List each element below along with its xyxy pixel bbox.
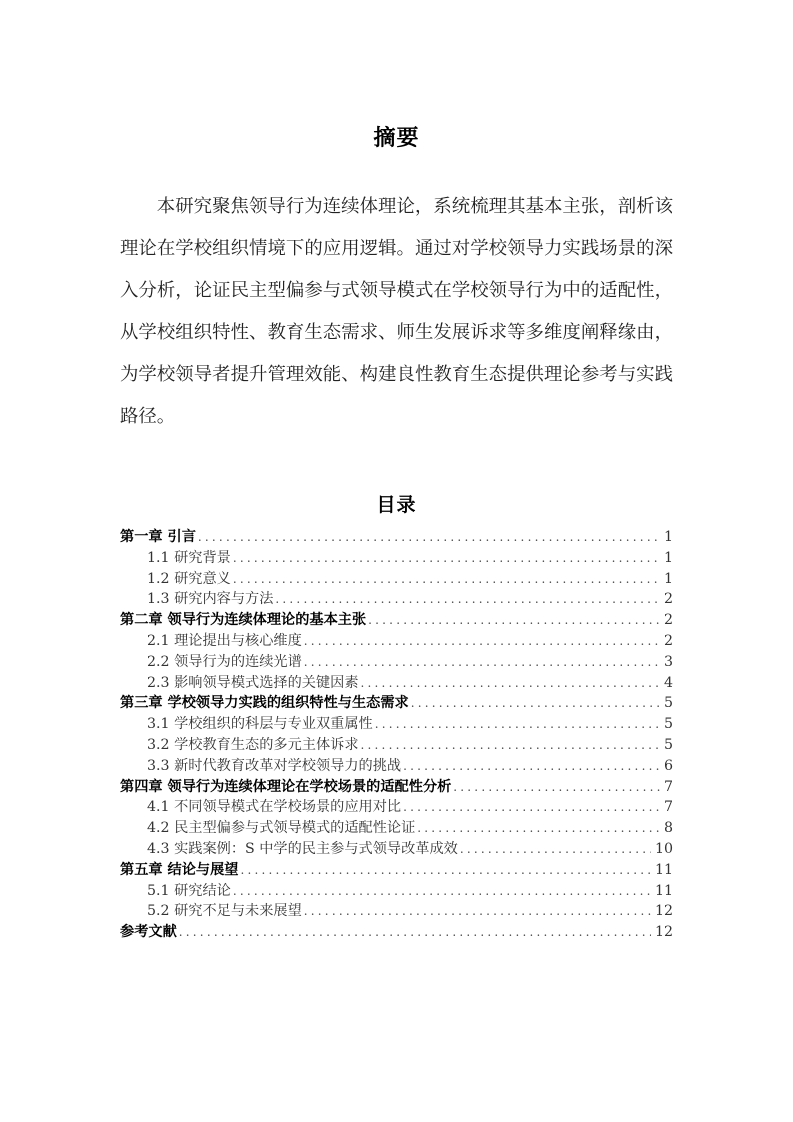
toc-leader-dots: [453, 777, 660, 798]
toc-title: 目录: [376, 494, 417, 516]
toc-entry-label: 第二章 领导行为连续体理论的基本主张: [120, 612, 367, 629]
toc-leader-dots: [304, 901, 651, 922]
toc-entry-section-3-2[interactable]: [120, 735, 673, 756]
toc-page-number: 12: [654, 903, 673, 920]
toc-page-number: 5: [663, 716, 673, 733]
toc-entry-label: 1.2 研究意义: [147, 570, 231, 587]
toc-entry-section-1-1[interactable]: [120, 548, 673, 569]
toc-entry-label: 3.2 学校教育生态的多元主体诉求: [147, 736, 359, 753]
toc-entry-label: 参考文献: [120, 924, 177, 941]
toc-page-number: 11: [654, 882, 673, 899]
toc-leader-dots: [368, 610, 660, 631]
toc-entry-chapter-1[interactable]: [120, 527, 673, 548]
toc-entry-label: 5.2 研究不足与未来展望: [147, 903, 302, 920]
toc-page-number: 11: [654, 861, 673, 878]
abstract-title: 摘要: [373, 126, 420, 151]
toc-entry-section-1-2[interactable]: [120, 569, 673, 590]
toc-page-number: 1: [663, 549, 673, 566]
toc-entry-section-4-2[interactable]: [120, 818, 673, 839]
toc-entry-section-5-2[interactable]: [120, 901, 673, 922]
toc-leader-dots: [403, 797, 660, 818]
toc-page-number: 10: [654, 840, 673, 857]
toc-leader-dots: [233, 569, 660, 590]
toc-entry-label: 2.3 影响领导模式选择的关键因素: [147, 674, 359, 691]
toc-page-number: 12: [654, 924, 673, 941]
toc-page-number: 5: [663, 695, 673, 712]
toc-entry-label: 第五章 结论与展望: [120, 861, 239, 878]
toc-leader-dots: [179, 922, 651, 943]
toc-leader-dots: [403, 756, 660, 777]
toc-leader-dots: [233, 548, 660, 569]
table-of-contents: [120, 527, 673, 943]
toc-entry-label: 2.2 领导行为的连续光谱: [147, 653, 302, 670]
toc-entry-section-2-3[interactable]: [120, 673, 673, 694]
toc-entry-label: 5.1 研究结论: [147, 882, 231, 899]
toc-entry-chapter-5[interactable]: [120, 860, 673, 881]
toc-entry-label: 1.1 研究背景: [147, 549, 231, 566]
toc-leader-dots: [375, 714, 660, 735]
toc-leader-dots: [460, 839, 651, 860]
toc-leader-dots: [361, 673, 660, 694]
toc-entry-label: 1.3 研究内容与方法: [147, 591, 274, 608]
toc-entry-label: 2.1 理论提出与核心维度: [147, 632, 302, 649]
toc-leader-dots: [304, 652, 660, 673]
toc-entry-label: 第三章 学校领导力实践的组织特性与生态需求: [120, 695, 409, 712]
toc-page-number: 8: [663, 820, 673, 837]
toc-page-number: 4: [663, 674, 673, 691]
toc-entry-label: 3.3 新时代教育改革对学校领导力的挑战: [147, 757, 402, 774]
toc-page-number: 1: [663, 570, 673, 587]
toc-entry-section-2-1[interactable]: [120, 631, 673, 652]
toc-entry-label: 4.1 不同领导模式在学校场景的应用对比: [147, 799, 402, 816]
toc-entry-label: 第四章 领导行为连续体理论在学校场景的适配性分析: [120, 778, 452, 795]
toc-entry-references[interactable]: [120, 922, 673, 943]
toc-entry-section-1-3[interactable]: [120, 589, 673, 610]
toc-page-number: 3: [663, 653, 673, 670]
toc-entry-chapter-3[interactable]: [120, 693, 673, 714]
toc-page-number: 2: [663, 591, 673, 608]
toc-entry-label: 3.1 学校组织的科层与专业双重属性: [147, 716, 373, 733]
abstract-body: 本研究聚焦领导行为连续体理论，系统梳理其基本主张，剖析该理论在学校组织情境下的应用逻辑。通过对学校领导力实践场景的深入分析，论证民主型偏参与式领导模式在学校领导行为中的适配性，从学校组织特性、教育生态需求、师生发展诉求等多维度阐释缘由，为学校领导者提升管理效能、构建良性教育生态提供理论参考与实践路径。: [120, 196, 673, 427]
toc-entry-section-3-3[interactable]: [120, 756, 673, 777]
toc-page-number: 2: [663, 632, 673, 649]
toc-leader-dots: [240, 860, 650, 881]
toc-page-number: 7: [663, 778, 673, 795]
toc-entry-section-3-1[interactable]: [120, 714, 673, 735]
toc-entry-section-5-1[interactable]: [120, 881, 673, 902]
toc-leader-dots: [417, 818, 660, 839]
toc-entry-label: 4.3 实践案例：S 中学的民主参与式领导改革成效: [147, 840, 458, 857]
toc-page-number: 5: [663, 736, 673, 753]
toc-entry-section-4-3[interactable]: [120, 839, 673, 860]
toc-leader-dots: [275, 589, 660, 610]
toc-entry-section-2-2[interactable]: [120, 652, 673, 673]
toc-page-number: 1: [663, 529, 673, 545]
toc-leader-dots: [198, 527, 660, 548]
toc-leader-dots: [361, 735, 660, 756]
toc-leader-dots: [304, 631, 660, 652]
toc-leader-dots: [233, 881, 651, 902]
toc-entry-chapter-2[interactable]: [120, 610, 673, 631]
toc-page-number: 6: [663, 757, 673, 774]
toc-entry-section-4-1[interactable]: [120, 797, 673, 818]
toc-page-number: 2: [663, 612, 673, 629]
toc-page-number: 7: [663, 799, 673, 816]
toc-leader-dots: [411, 693, 660, 714]
toc-entry-label: 4.2 民主型偏参与式领导模式的适配性论证: [147, 820, 416, 837]
toc-entry-chapter-4[interactable]: [120, 777, 673, 798]
toc-entry-label: 第一章 引言: [120, 529, 196, 545]
